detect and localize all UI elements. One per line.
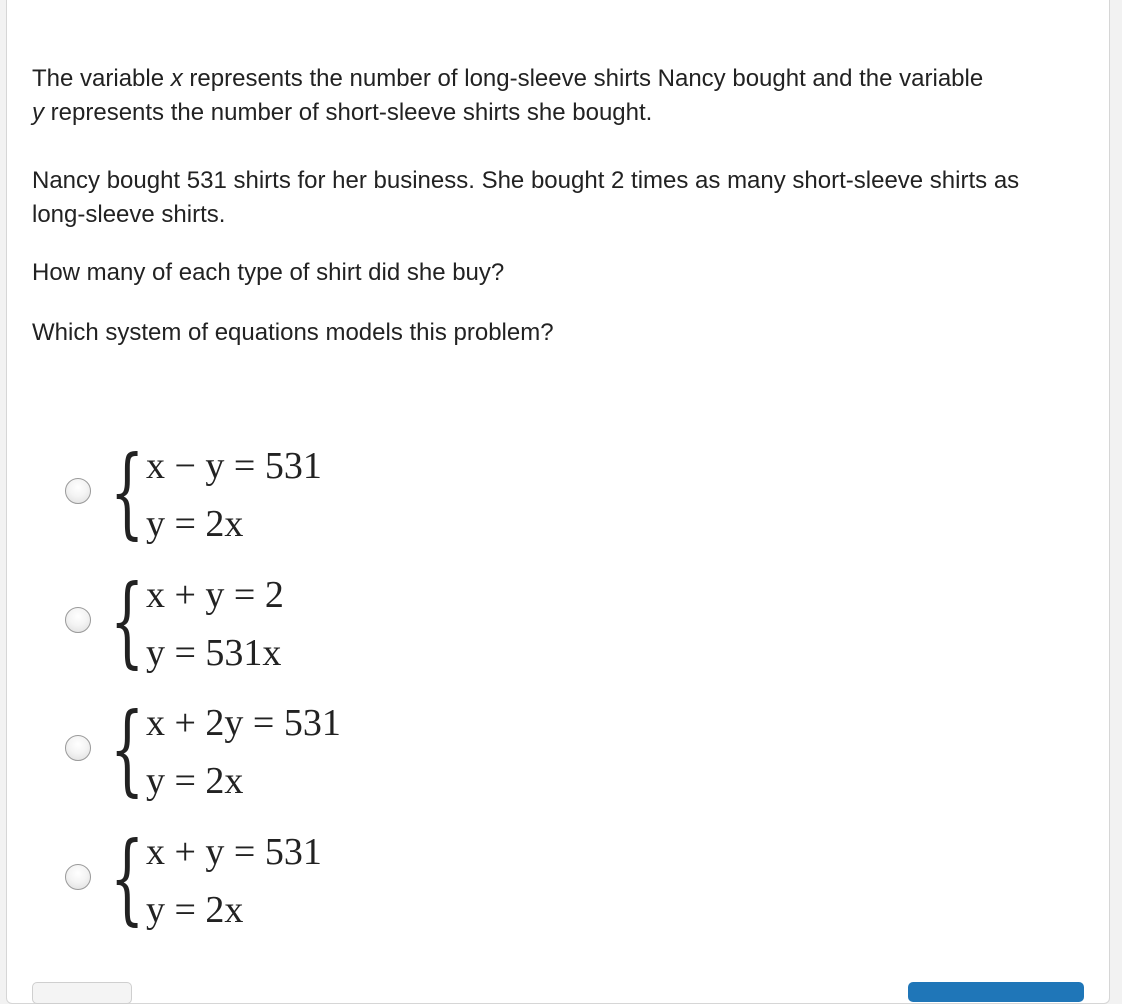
brace-symbol: {: [110, 436, 145, 550]
equation-2: y = 531x: [146, 632, 282, 674]
brace-symbol: {: [110, 565, 145, 679]
brace-symbol: {: [110, 693, 145, 807]
answer-option-2[interactable]: [60, 565, 460, 683]
equation-1: x − y = 531: [146, 445, 322, 487]
variable-x: x: [170, 65, 183, 92]
equation-2: y = 2x: [146, 760, 244, 802]
answer-option-3[interactable]: [60, 693, 460, 811]
equation-1: x + y = 531: [146, 831, 322, 873]
answer-option-1[interactable]: [60, 436, 460, 554]
equation-2: y = 2x: [146, 503, 244, 545]
equation-1: x + y = 2: [146, 574, 284, 616]
variable-y: y: [32, 99, 44, 126]
radio-button[interactable]: [65, 607, 91, 633]
prompt-text: Which system of equations models this problem?: [32, 319, 554, 346]
brace-symbol: {: [110, 822, 145, 936]
radio-button[interactable]: [65, 478, 91, 504]
question-intro: [32, 62, 1072, 130]
radio-button[interactable]: [65, 735, 91, 761]
intro-mid: represents the number of long-sleeve shirts Nancy bought and the variable: [182, 65, 984, 92]
intro-start: The variable: [32, 65, 171, 92]
equation-2: y = 2x: [146, 889, 244, 931]
answer-option-4[interactable]: [60, 822, 460, 940]
secondary-button[interactable]: [32, 982, 132, 1004]
problem-statement: Nancy bought 531 shirts for her business. She bought 2 times as many short-sleeve shirts as long-sleeve shirts.: [32, 167, 1020, 228]
radio-button[interactable]: [65, 864, 91, 890]
intro-end: represents the number of short-sleeve shirts she bought.: [44, 99, 653, 126]
equation-1: x + 2y = 531: [146, 702, 341, 744]
primary-button[interactable]: [908, 982, 1084, 1002]
problem-question: How many of each type of shirt did she buy?: [32, 259, 505, 286]
